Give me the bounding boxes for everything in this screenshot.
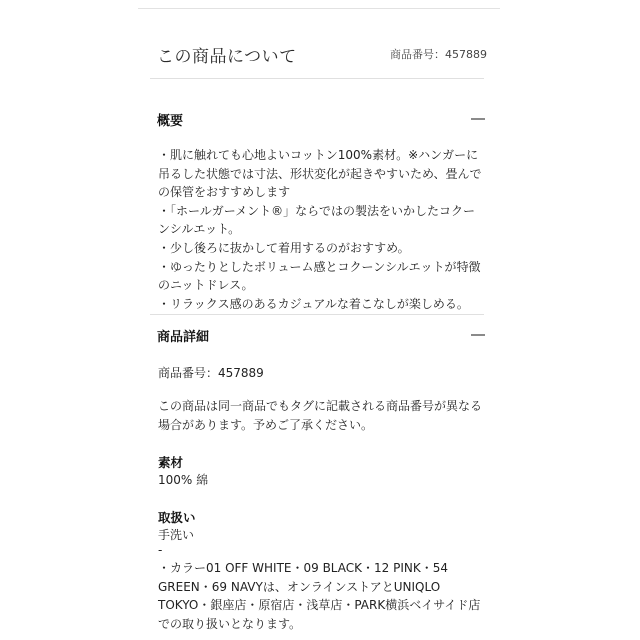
details-heading: 商品詳細 bbox=[157, 330, 210, 345]
section-divider bbox=[150, 314, 484, 315]
care-dash: - bbox=[158, 543, 163, 557]
collapse-minus-icon[interactable] bbox=[471, 118, 485, 120]
material-heading: 素材 bbox=[158, 455, 184, 470]
care-heading: 取扱い bbox=[158, 510, 196, 525]
top-divider bbox=[138, 8, 500, 9]
overview-description: ・肌に触れても心地よいコットン100%素材。※ハンガーに吊るした状態では寸法、形状変化が起きやすいため、畳んでの保管をおすすめします ・「ホールガーメント®」ならではの製法をいかしたコクーンシルエット。 ・少し後ろに抜かして着用するのがおすすめ。 ・ゆったりとしたボリューム感とコクーンシルエットが特徴のニットドレス。 ・リラックス感のあるカジュアルな着こなしが楽しめる。 bbox=[158, 148, 482, 311]
material-value: 100% 綿 bbox=[158, 473, 209, 487]
collapse-minus-icon[interactable] bbox=[471, 334, 485, 336]
header-divider bbox=[150, 78, 484, 79]
details-product-number: 商品番号：457889 bbox=[158, 366, 264, 380]
product-number-notice: この商品は同一商品でもタグに記載される商品番号が異なる場合があります。予めご了承ください。 bbox=[158, 399, 483, 432]
overview-section-header[interactable] bbox=[157, 110, 485, 130]
overview-heading: 概要 bbox=[157, 114, 184, 129]
about-product-header bbox=[157, 38, 487, 68]
page-title: この商品について bbox=[157, 47, 297, 67]
availability-note: ・カラー01 OFF WHITE・09 BLACK・12 PINK・54 GREEN・69 NAVYは、オンラインストアとUNIQLO TOKYO・銀座店・原宿店・浅草店・PARK横浜ベイサイド店での取り扱いとなります。 bbox=[158, 561, 481, 631]
details-section-header[interactable] bbox=[157, 326, 485, 346]
care-value: 手洗い bbox=[158, 528, 195, 542]
header-product-number: 商品番号：457889 bbox=[390, 48, 487, 61]
